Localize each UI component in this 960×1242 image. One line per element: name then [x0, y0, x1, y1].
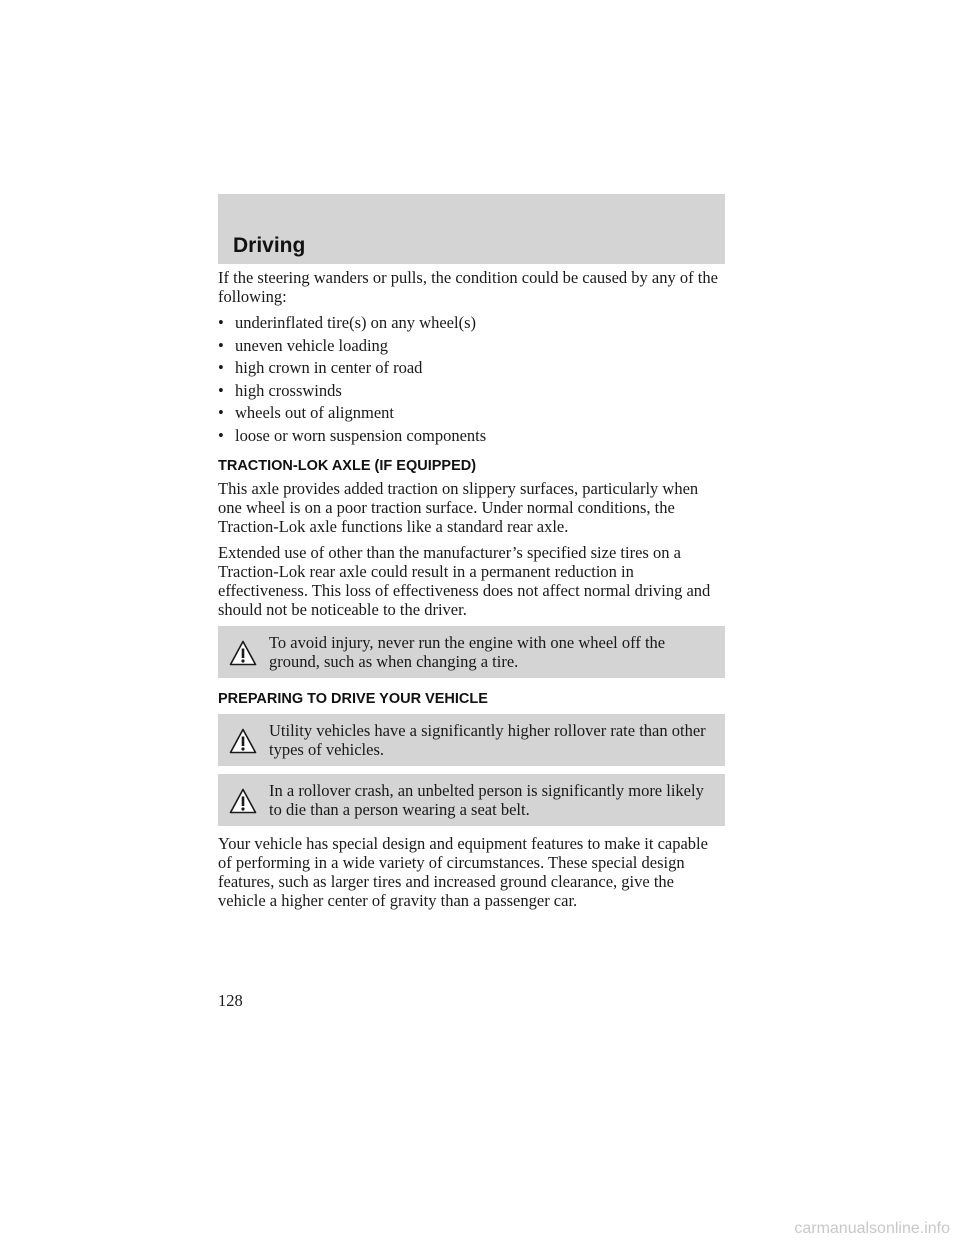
warning-box-seat-belt: [218, 774, 725, 826]
bullet-icon: •: [218, 358, 224, 378]
warning-text: In a rollover crash, an unbelted person is significantly more likely to die than a person wearing a seat belt.: [269, 780, 704, 819]
list-item-text: underinflated tire(s) on any wheel(s): [235, 313, 476, 332]
watermark-link[interactable]: carmanualsonline.info: [794, 1220, 950, 1237]
warning-box-rollover-rate: [218, 714, 725, 766]
page-content: [218, 268, 725, 917]
traction-lok-heading: TRACTION-LOK AXLE (IF EQUIPPED): [218, 457, 477, 474]
list-item: [218, 313, 725, 332]
list-item-text: wheels out of alignment: [235, 403, 395, 423]
warning-box-engine: [218, 626, 725, 678]
warning-triangle-icon: [229, 788, 257, 814]
list-item: [218, 403, 725, 422]
bullet-icon: •: [218, 403, 224, 423]
list-item-text: loose or worn suspension components: [235, 425, 487, 445]
section-title: Driving: [233, 234, 306, 257]
bullet-icon: •: [218, 335, 224, 355]
list-item: [218, 426, 725, 445]
list-item: [218, 358, 725, 377]
steering-causes-list: [218, 313, 725, 445]
warning-text: Utility vehicles have a significantly higher rollover rate than other types of vehicles.: [269, 720, 706, 759]
list-item-text: high crosswinds: [235, 380, 342, 400]
page-number: 128: [218, 991, 243, 1010]
list-item: [218, 381, 725, 400]
bullet-icon: •: [218, 380, 224, 400]
warning-triangle-icon: [229, 728, 257, 754]
preparing-paragraph: Your vehicle has special design and equipment features to make it capable of performing in a wide variety of circumstances. These special design features, such as larger tires and increased ground clearance, give the vehicle a higher center of gravity than a passenger car.: [218, 833, 708, 910]
warning-triangle-icon: [229, 640, 257, 666]
warning-text: To avoid injury, never run the engine with one wheel off the ground, such as when changing a tire.: [269, 632, 666, 671]
list-item: [218, 336, 725, 355]
traction-lok-paragraph-2: Extended use of other than the manufacturer’s specified size tires on a Traction-Lok rear axle could result in a permanent reduction in effectiveness. This loss of effectiveness does not affect normal driving and should not be noticeable to the driver.: [218, 542, 711, 619]
section-header-band: [218, 194, 725, 264]
steering-intro: If the steering wanders or pulls, the condition could be caused by any of the following:: [218, 268, 718, 306]
bullet-icon: •: [218, 425, 224, 445]
list-item-text: uneven vehicle loading: [235, 335, 389, 355]
preparing-heading: PREPARING TO DRIVE YOUR VEHICLE: [218, 690, 488, 707]
traction-lok-paragraph-1: This axle provides added traction on slippery surfaces, particularly when one wheel is on a poor traction surface. Under normal conditions, the Traction-Lok axle functions like a standard rear axle.: [218, 478, 699, 536]
bullet-icon: •: [218, 313, 224, 332]
list-item-text: high crown in center of road: [235, 358, 423, 378]
